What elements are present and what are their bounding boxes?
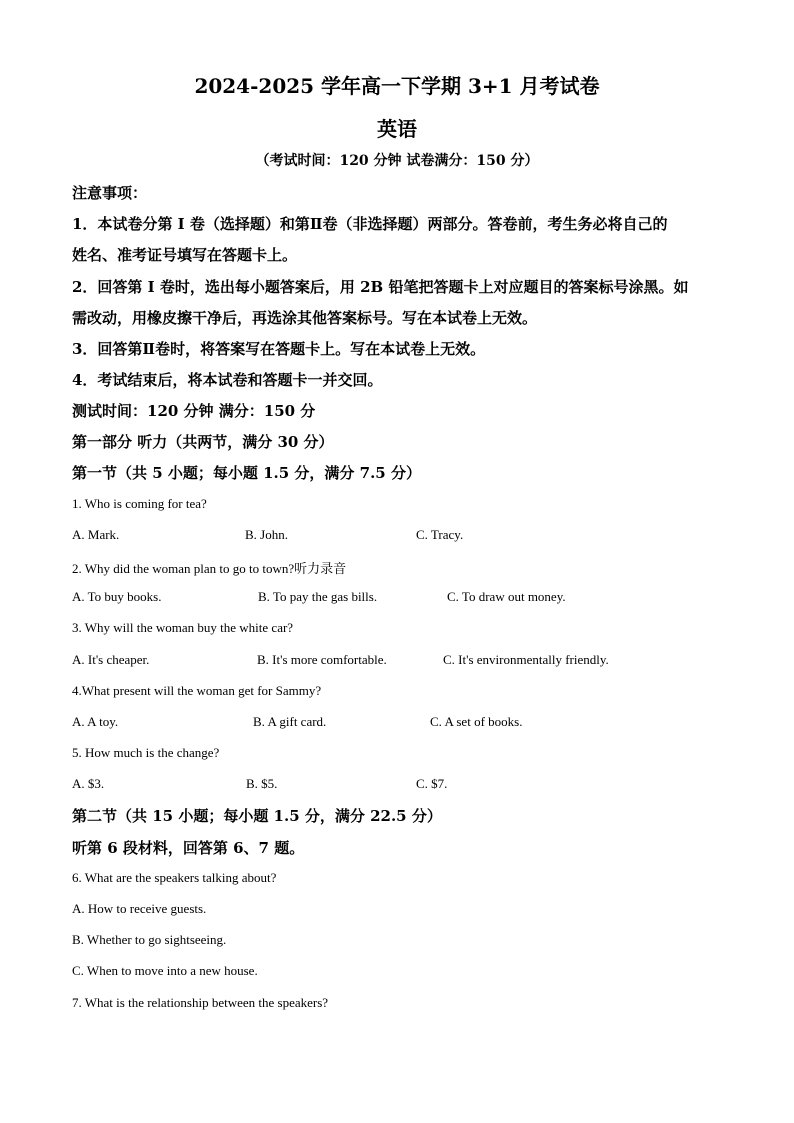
question-text: 7. What is the relationship between the speakers? bbox=[72, 995, 329, 1010]
subject-title: 英语 bbox=[377, 117, 417, 141]
option-a: A. $3. bbox=[72, 776, 105, 791]
notice-item: 3．回答第Ⅱ卷时，将答案写在答题卡上。写在本试卷上无效。 bbox=[72, 340, 486, 358]
notice-item: 2．回答第 I 卷时，选出每小题答案后，用 2B 铅笔把答题卡上对应题目的答案标号涂黑。如 bbox=[72, 278, 689, 296]
option-c: C. Tracy. bbox=[416, 527, 464, 542]
option-c: C. A set of books. bbox=[430, 714, 523, 729]
option-c: C. It's environmentally friendly. bbox=[443, 652, 609, 667]
option-a: A. Mark. bbox=[72, 527, 120, 542]
notice-item: 姓名、准考证号填写在答题卡上。 bbox=[72, 246, 298, 264]
question-text: 2. Why did the woman plan to go to town?听力录音 bbox=[72, 561, 347, 576]
notice-item: 需改动，用橡皮擦干净后，再选涂其他答案标号。写在本试卷上无效。 bbox=[72, 309, 538, 327]
option-c: C. $7. bbox=[416, 776, 448, 791]
exam-meta: （考试时间：120 分钟 试卷满分：150 分） bbox=[255, 153, 539, 169]
exam-title: 2024-2025 学年高一下学期 3+1 月考试卷 bbox=[194, 74, 600, 98]
question-text: 1. Who is coming for tea? bbox=[72, 496, 207, 511]
option-b: B. To pay the gas bills. bbox=[258, 589, 378, 604]
passage-heading: 听第 6 段材料，回答第 6、7 题。 bbox=[72, 839, 305, 857]
option-b: B. Whether to go sightseeing. bbox=[72, 932, 227, 947]
notice-heading: 注意事项： bbox=[72, 184, 148, 202]
question-text: 6. What are the speakers talking about? bbox=[72, 870, 277, 885]
notice-item: 1．本试卷分第 I 卷（选择题）和第Ⅱ卷（非选择题）两部分。答卷前，考生务必将自己的 bbox=[72, 215, 668, 233]
option-b: B. $5. bbox=[246, 776, 278, 791]
option-c: C. When to move into a new house. bbox=[72, 963, 258, 978]
question-text: 4.What present will the woman get for Sammy? bbox=[72, 683, 322, 698]
option-a: A. How to receive guests. bbox=[72, 901, 207, 916]
option-a: A. It's cheaper. bbox=[72, 652, 150, 667]
question-text: 3. Why will the woman buy the white car? bbox=[72, 620, 294, 635]
option-c: C. To draw out money. bbox=[447, 589, 566, 604]
option-a: A. To buy books. bbox=[72, 589, 162, 604]
test-info: 测试时间：120 分钟 满分：150 分 bbox=[72, 402, 316, 420]
section-heading: 第二节（共 15 小题；每小题 1.5 分，满分 22.5 分） bbox=[72, 807, 442, 825]
notice-item: 4．考试结束后，将本试卷和答题卡一并交回。 bbox=[72, 371, 383, 389]
option-b: B. It's more comfortable. bbox=[257, 652, 387, 667]
option-a: A. A toy. bbox=[72, 714, 119, 729]
question-text: 5. How much is the change? bbox=[72, 745, 220, 760]
section-heading: 第一节（共 5 小题；每小题 1.5 分，满分 7.5 分） bbox=[72, 464, 421, 482]
option-b: B. John. bbox=[245, 527, 288, 542]
part-heading: 第一部分 听力（共两节，满分 30 分） bbox=[72, 433, 334, 451]
option-b: B. A gift card. bbox=[253, 714, 327, 729]
